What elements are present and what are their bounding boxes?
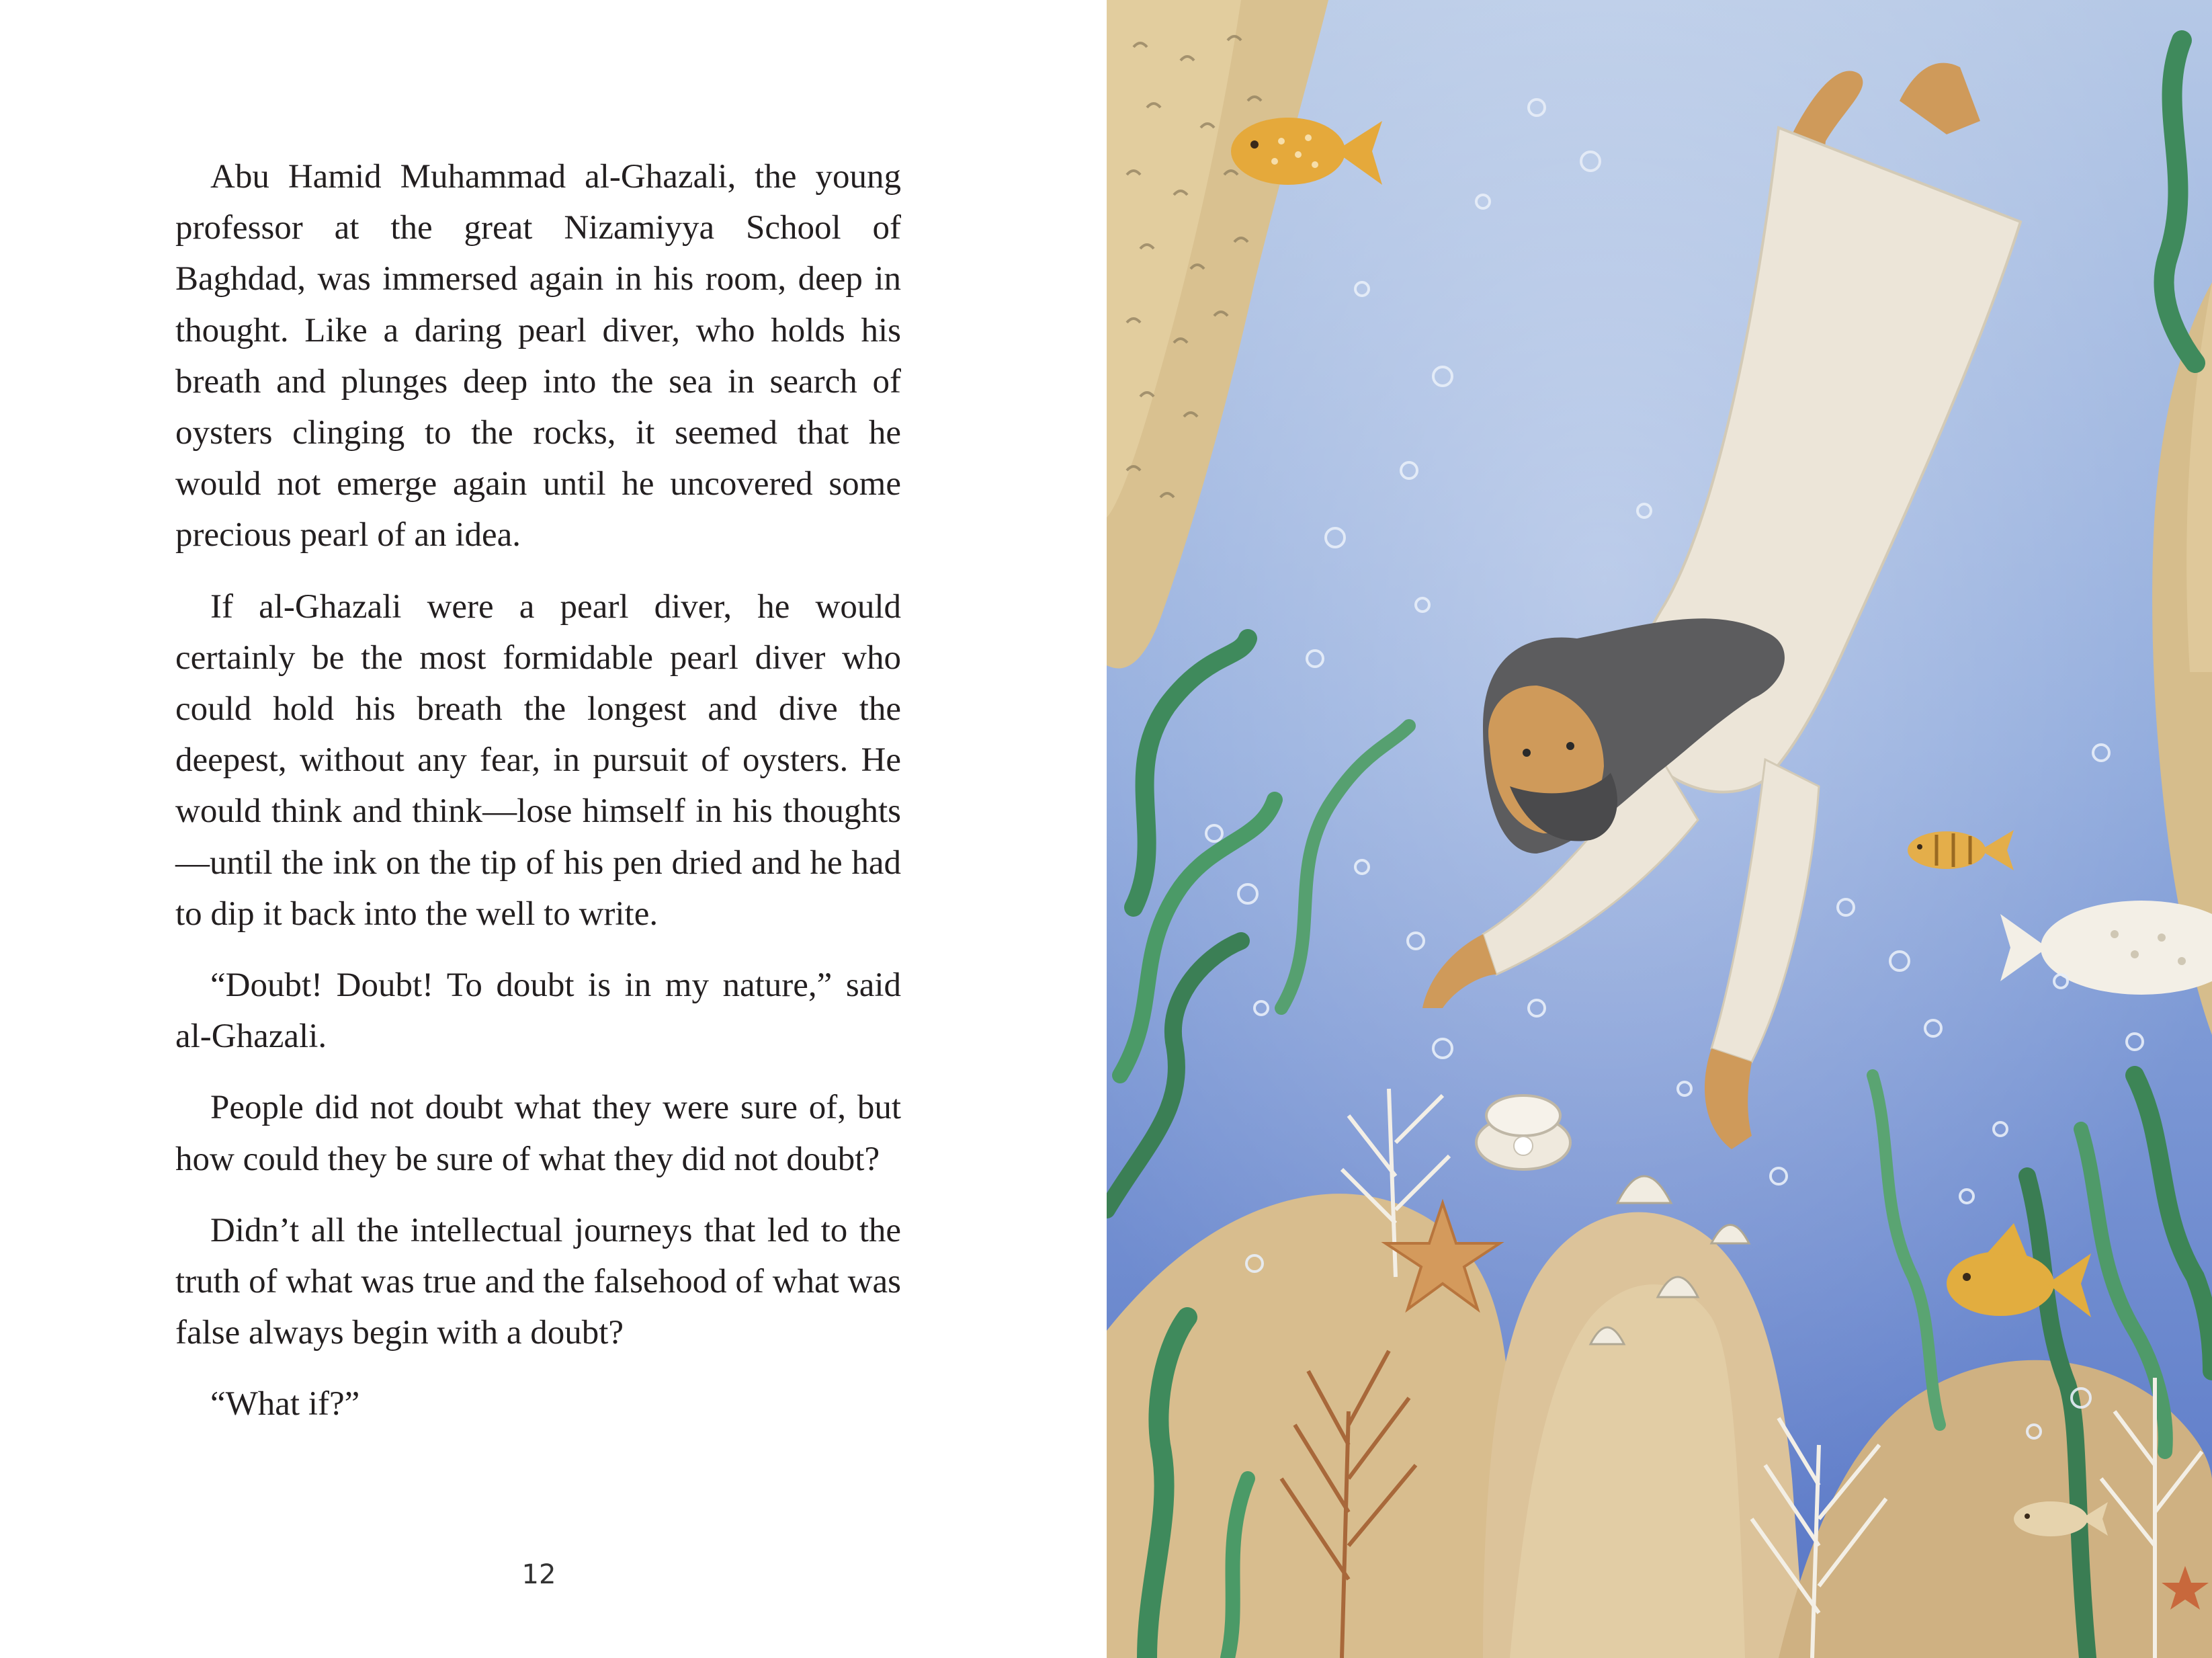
story-text: [175, 151, 901, 1450]
page-number: 12: [521, 1559, 556, 1590]
paragraph-4: People did not doubt what they were sure of, but how could they be sure of what they did not doubt?: [175, 1089, 901, 1178]
paragraph-1: Abu Hamid Muhammad al-Ghazali, the young professor at the great Nizamiyya School of Baghdad, was immersed again in his room, deep in thought. Like a daring pearl diver, who holds his breath and plunges deep into the sea in search of oysters clinging to the rocks, it seemed that he would not emerge again until he uncovered some precious pearl of an idea.: [175, 158, 901, 554]
diver-eye-right: [1566, 742, 1574, 750]
underwater-illustration: [1107, 0, 2212, 1658]
right-page: [1107, 0, 2212, 1658]
paragraph-6: “What if?”: [210, 1385, 360, 1423]
paragraph-5: Didn’t all the intellectual journeys that led to the truth of what was true and the falsehood of what was false always begin with a doubt?: [175, 1211, 901, 1352]
pearl: [1514, 1136, 1533, 1155]
paragraph-3: “Doubt! Doubt! To doubt is in my nature,” said al-Ghazali.: [175, 966, 901, 1056]
paragraph-2: If al-Ghazali were a pearl diver, he would certainly be the most formidable pearl diver who could hold his breath the longest and dive the deepest, without any fear, in pursuit of oysters. He would think and think—lose himself in his thoughts—until the ink on the tip of his pen dried and he had to dip it back into the well to write.: [175, 587, 901, 933]
diver-eye-left: [1523, 749, 1531, 757]
